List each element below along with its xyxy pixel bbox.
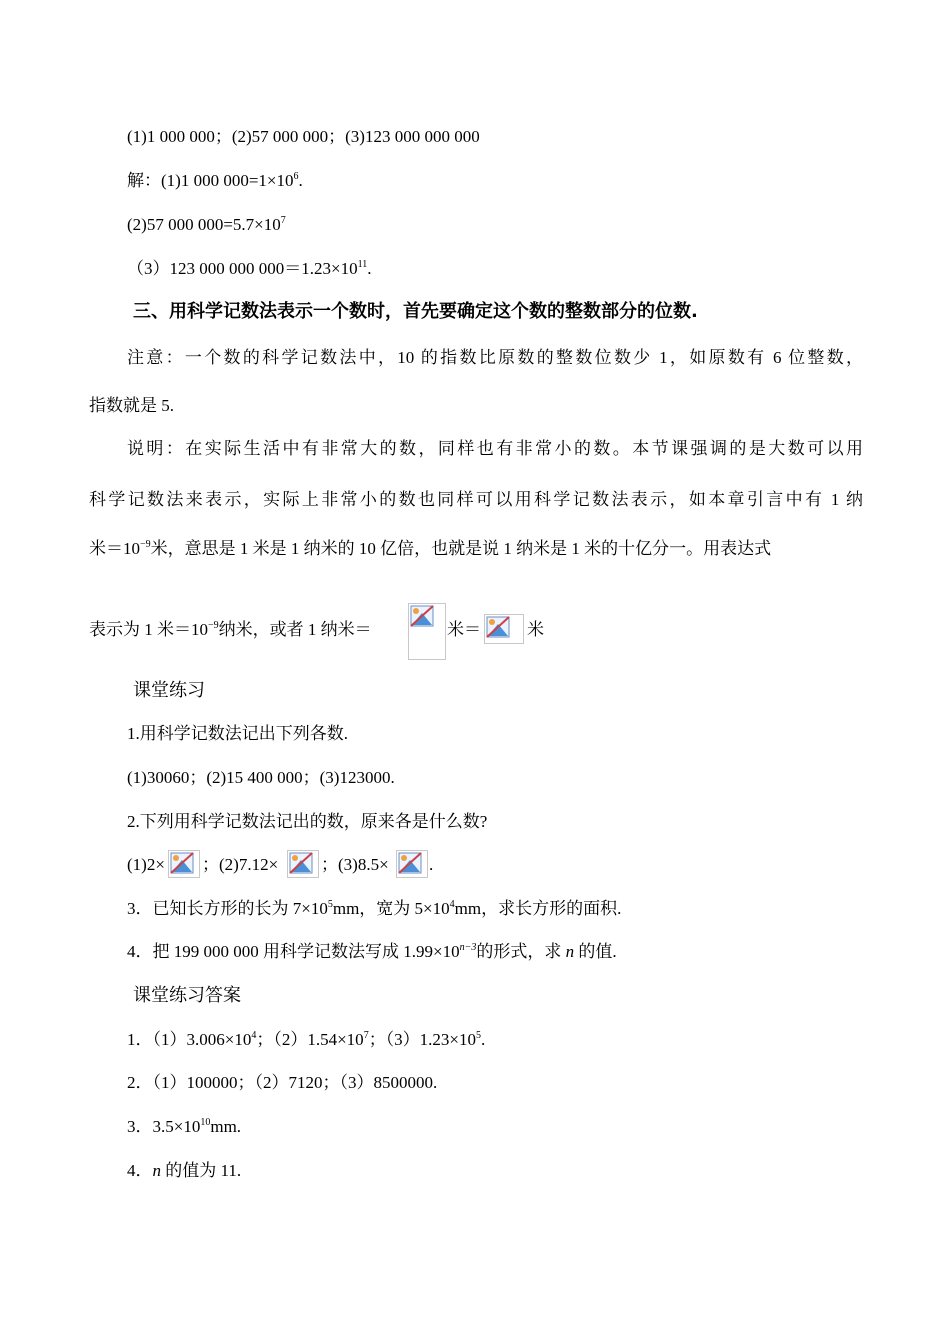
answers-title: 课堂练习答案 [133, 985, 241, 1006]
broken-image-icon [287, 850, 319, 878]
section-heading: 三、用科学记数法表示一个数时，首先要确定这个数的整数部分的位数. [133, 301, 698, 322]
text-line: 米＝ [447, 620, 481, 639]
text-line: 科学记数法来表示，实际上非常小的数也同样可以用科学记数法表示，如本章引言中有 1 纳 [89, 490, 863, 509]
text-line: ；(3)8.5× [321, 855, 389, 874]
text-line: 米 [527, 620, 544, 639]
practice-title: 课堂练习 [133, 680, 205, 701]
text-line: 表示为 1 米$=10^{-9}$纳米，或者 1 纳米＝ [89, 620, 372, 639]
text-line: 说明：在实际生活中有非常大的数，同样也有非常小的数。本节课强调的是大数可以用 [127, 439, 863, 458]
text-line: 4．把 199 000 000 用科学记数法写成 $1.99\times 10^{n-3}$的形式，求 n 的值. [127, 942, 617, 961]
text-line: 解：(1)1 000 $000=1\times 10^6$. [127, 171, 303, 190]
text-line: 米$=10^{-9}$米，意思是 1 米是 1 纳米的 10 亿倍，也就是说 1 纳米是 1 米的十亿分一。用表达式 [89, 539, 772, 558]
broken-image-icon [408, 603, 446, 660]
text-line: 1.用科学记数法记出下列各数. [127, 724, 348, 743]
text-line: (1)1 000 000；(2)57 000 000；(3)123 000 000 000 [127, 127, 480, 146]
text-line: 4．n 的值为 11. [127, 1161, 242, 1180]
text-line: ；(2)7.12× [202, 855, 279, 874]
text-line: 注意：一个数的科学记数法中，10 的指数比原数的整数位数少 1，如原数有 6 位整数， [127, 348, 863, 367]
text-line: 3．已知长方形的长为 $7\times 10^5mm$，宽为 $5\times 10^4mm$，求长方形的面积. [127, 899, 622, 918]
text-line: 1．$(1)3.006\times 10^4$；$(2)1.54\times 10^7$；$(3)1.23\times 10^5$. [127, 1030, 486, 1049]
text-line: 3．$3.5\times 10^{10}mm$. [127, 1117, 242, 1136]
text-line: (1)30060；(2)15 400 000；(3)123000. [127, 768, 395, 787]
broken-image-icon [396, 850, 428, 878]
text-line: 2.下列用科学记数法记出的数，原来各是什么数? [127, 812, 488, 831]
text-line: （3）123 000 000 $000=1.23\times 10^{11}$. [127, 259, 372, 278]
text-line: 2．（1）100000；（2）7120；（3）8500000. [127, 1073, 438, 1092]
text-line: 指数就是 5. [89, 396, 174, 415]
broken-image-icon [484, 614, 524, 644]
text-line: (2)57 000 $000=5.7\times 10^7$ [127, 215, 286, 234]
text-line: . [429, 855, 434, 874]
text-line: (1)2× [127, 855, 165, 874]
broken-image-icon [168, 850, 200, 878]
